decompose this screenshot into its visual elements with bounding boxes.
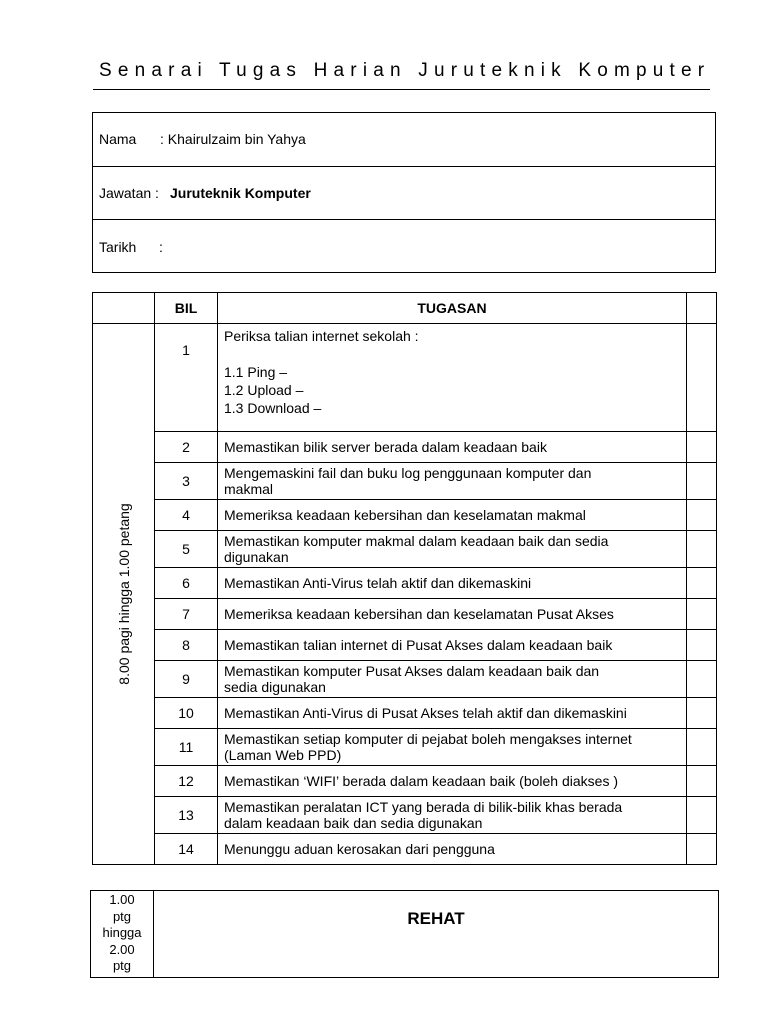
task-cell <box>218 432 687 463</box>
task-cell <box>218 599 687 630</box>
rehat-time-line: ptg <box>112 958 132 973</box>
table-row <box>93 630 717 661</box>
task-line: Memastikan bilik server berada dalam keadaan baik <box>224 439 547 455</box>
task-line: Memastikan talian internet di Pusat Akses dalam keadaan baik <box>224 637 613 653</box>
table-row <box>93 797 717 834</box>
empty-cell <box>687 463 717 500</box>
task-cell <box>218 834 687 865</box>
task-line: Memastikan Anti-Virus di Pusat Akses telah aktif dan dikemaskini <box>224 705 627 721</box>
nama-value: : Khairulzaim bin Yahya <box>160 131 306 147</box>
empty-cell <box>687 630 717 661</box>
time-period-label: 8.00 pagi hingga 1.00 petang <box>115 503 132 685</box>
table-row <box>93 500 717 531</box>
task-cell <box>218 463 687 500</box>
table-row <box>93 661 717 698</box>
header-empty-cell <box>93 293 155 324</box>
rehat-time <box>91 891 154 977</box>
rehat-time-line: ptg <box>112 908 132 924</box>
task-line: Memastikan ‘WIFI’ berada dalam keadaan baik (boleh diakses ) <box>224 773 619 789</box>
empty-cell <box>687 500 717 531</box>
task-line: Menunggu aduan kerosakan dari pengguna <box>224 841 495 857</box>
bil-cell: 1 <box>155 324 218 432</box>
bil-cell: 3 <box>155 463 218 500</box>
task-cell <box>218 324 687 432</box>
task-cell <box>218 766 687 797</box>
task-line <box>224 345 686 363</box>
title-underline <box>93 89 710 90</box>
task-line: Periksa talian internet sekolah : <box>224 328 419 344</box>
table-row <box>93 766 717 797</box>
table-row <box>93 568 717 599</box>
task-line: digunakan <box>224 549 289 565</box>
task-line: dalam keadaan baik dan sedia digunakan <box>224 815 483 831</box>
bil-cell: 11 <box>155 729 218 766</box>
tarikh-separator: : <box>159 239 163 255</box>
bil-cell: 12 <box>155 766 218 797</box>
task-cell <box>218 729 687 766</box>
rehat-box <box>90 890 719 978</box>
table-header-row <box>93 293 717 324</box>
task-line: (Laman Web PPD) <box>224 747 342 763</box>
divider <box>93 219 715 220</box>
table-row <box>93 531 717 568</box>
time-period-cell <box>93 324 155 865</box>
empty-cell <box>687 568 717 599</box>
table-row <box>93 698 717 729</box>
task-cell <box>218 661 687 698</box>
empty-cell <box>687 432 717 463</box>
bil-cell: 10 <box>155 698 218 729</box>
info-box <box>92 112 716 273</box>
empty-cell <box>687 834 717 865</box>
table-row <box>93 729 717 766</box>
empty-cell <box>687 324 717 432</box>
task-cell <box>218 568 687 599</box>
table-row <box>93 432 717 463</box>
task-cell <box>218 698 687 729</box>
task-line: Memeriksa keadaan kebersihan dan keselamatan makmal <box>224 507 586 523</box>
bil-cell: 2 <box>155 432 218 463</box>
jawatan-value: Juruteknik Komputer <box>170 185 311 201</box>
task-line: Memastikan komputer Pusat Akses dalam keadaan baik dan <box>224 663 600 679</box>
table-row <box>93 599 717 630</box>
rehat-time-line: 1.00 <box>109 892 135 907</box>
task-cell <box>218 500 687 531</box>
empty-cell <box>687 766 717 797</box>
task-line: Memastikan komputer makmal dalam keadaan baik dan sedia <box>224 533 609 549</box>
table-row <box>93 834 717 865</box>
bil-cell: 6 <box>155 568 218 599</box>
header-bil: BIL <box>155 293 218 324</box>
task-cell <box>218 630 687 661</box>
task-line: 1.1 Ping – <box>224 364 288 380</box>
empty-cell <box>687 599 717 630</box>
task-line: 1.3 Download – <box>224 400 322 416</box>
bil-cell: 13 <box>155 797 218 834</box>
task-cell <box>218 531 687 568</box>
document-title: Senarai Tugas Harian Juruteknik Komputer <box>99 60 711 81</box>
table-row <box>93 324 717 432</box>
task-table <box>92 292 717 865</box>
nama-label: Nama <box>99 131 137 147</box>
task-line: Memastikan Anti-Virus telah aktif dan dikemaskini <box>224 575 532 591</box>
table-row <box>93 463 717 500</box>
empty-cell <box>687 729 717 766</box>
task-line: Memeriksa keadaan kebersihan dan keselamatan Pusat Akses <box>224 606 614 622</box>
task-line: 1.2 Upload – <box>224 382 304 398</box>
task-line: Memastikan setiap komputer di pejabat boleh mengakses internet <box>224 731 632 747</box>
rehat-time-line: hingga <box>102 925 142 940</box>
empty-cell <box>687 661 717 698</box>
bil-cell: 7 <box>155 599 218 630</box>
bil-cell: 14 <box>155 834 218 865</box>
task-cell <box>218 797 687 834</box>
task-line: sedia digunakan <box>224 679 326 695</box>
task-line: Memastikan peralatan ICT yang berada di bilik-bilik khas berada <box>224 799 623 815</box>
rehat-time-line: 2.00 <box>109 941 135 957</box>
jawatan-label: Jawatan : <box>99 185 159 201</box>
rehat-label: REHAT <box>407 909 465 928</box>
empty-cell <box>687 797 717 834</box>
bil-cell: 8 <box>155 630 218 661</box>
bil-cell: 9 <box>155 661 218 698</box>
task-line: Mengemaskini fail dan buku log penggunaan komputer dan <box>224 465 592 481</box>
bil-cell: 4 <box>155 500 218 531</box>
empty-cell <box>687 531 717 568</box>
task-line: makmal <box>224 481 274 497</box>
tarikh-label: Tarikh <box>99 239 137 255</box>
empty-cell <box>687 698 717 729</box>
header-empty-cell <box>687 293 717 324</box>
divider <box>93 166 715 167</box>
header-tugasan: TUGASAN <box>218 293 687 324</box>
bil-cell: 5 <box>155 531 218 568</box>
